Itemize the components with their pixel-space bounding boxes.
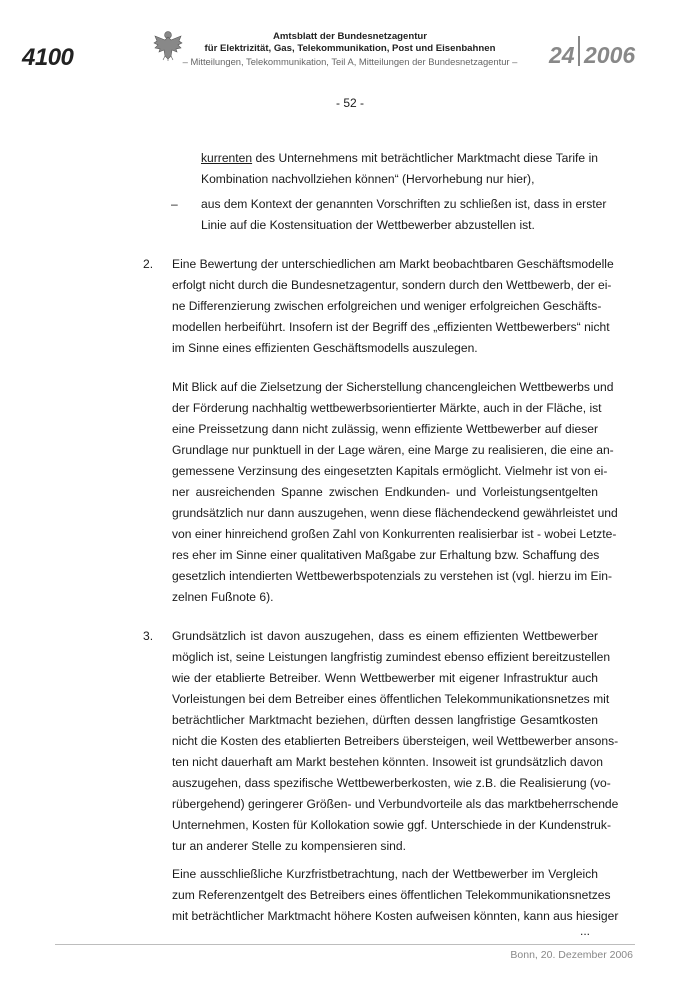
body-line: tur an anderer Stelle zu kompensieren sind. xyxy=(172,839,406,853)
underlined-word: kurrenten xyxy=(201,151,253,165)
body-line: erfolgt nicht durch die Bundesnetzagentur, sondern durch den Wettbewerb, der ei- xyxy=(172,278,612,292)
body-line: Mit Blick auf die Zielsetzung der Sicherstellung chancengleichen Wettbewerbs und xyxy=(172,380,614,394)
list-number: 2. xyxy=(143,257,154,271)
body-line: Eine Bewertung der unterschiedlichen am Markt beobachtbaren Geschäftsmodelle xyxy=(172,257,614,271)
body-line: im Sinne eines effizienten Geschäftsmodells auszulegen. xyxy=(172,341,478,355)
journal-subtitle: – Mitteilungen, Telekommunikation, Teil A, Mitteilungen der Bundesnetzagentur – xyxy=(182,56,518,67)
footer-place-date: Bonn, 20. Dezember 2006 xyxy=(510,949,633,961)
body-line-rest: des Unternehmens mit beträchtlicher Marktmacht diese Tarife in xyxy=(252,151,598,165)
body-line: von einer hinreichend großen Zahl von Konkurrenten realisierbar ist - wobei Letzte- xyxy=(172,527,617,541)
body-line: Grundsätzlich ist davon auszugehen, dass es einem effizienten Wettbewerber xyxy=(172,629,598,643)
body-line: grundsätzlich nur dann auszugehen, wenn diese flächendeckend gewährleistet und xyxy=(172,506,618,520)
body-line: der Förderung nachhaltig wettbewerbsorientierter Märkte, auch in der Fläche, ist xyxy=(172,401,602,415)
body-line: Kombination nachvollziehen können“ (Hervorhebung nur hier), xyxy=(201,172,535,186)
body-line: ten nicht dauerhaft am Markt bestehen könnten. Insoweit ist grundsätzlich davon xyxy=(172,755,603,769)
body-line: wie der etablierte Betreiber. Wenn Wettbewerber mit eigener Infrastruktur auch xyxy=(172,671,598,685)
body-line: modellen herbeiführt. Insofern ist der Begriff des „effizienten Wettbewerbers“ nicht xyxy=(172,320,610,334)
body-line: aus dem Kontext der genannten Vorschriften zu schließen ist, dass in erster xyxy=(201,197,607,211)
body-line: Grundlage nur punktuell in der Lage wären, eine Marge zu realisieren, die eine an- xyxy=(172,443,614,457)
continuation-mark: ... xyxy=(580,924,591,938)
journal-title-line2: für Elektrizität, Gas, Telekommunikation, Post und Eisenbahnen xyxy=(204,43,496,54)
body-line: eine Preissetzung dann nicht zulässig, wenn effiziente Wettbewerber auf dieser xyxy=(172,422,598,436)
body-line: möglich ist, seine Leistungen langfristig zumindest ebenso effizient bereitzustellen xyxy=(172,650,611,664)
body-line: res eher im Sinne einer qualitativen Maßgabe zur Erhaltung bzw. Schaffung des xyxy=(172,548,600,562)
body-line: ne Differenzierung zwischen erfolgreichen und weniger erfolgreichen Geschäfts- xyxy=(172,299,602,313)
body-line: zum Referenzentgelt des Betreibers eines öffentlichen Telekommunikationsnetzes xyxy=(172,888,611,902)
body-line: Linie auf die Kostensituation der Wettbewerber abzustellen ist. xyxy=(201,218,535,232)
body-line xyxy=(201,150,598,167)
center-page-number: - 52 - xyxy=(335,96,364,110)
body-line: Unternehmen, Kosten für Kollokation sowie ggf. Unterschiede in der Kundenstruk- xyxy=(172,818,611,832)
journal-title xyxy=(190,31,510,55)
journal-title-line1: Amtsblatt der Bundesnetzagentur xyxy=(272,31,428,42)
page-number: 4100 xyxy=(22,44,74,71)
body-line: nicht die Kosten des etablierten Betreibers übersteigen, weil Wettbewerber ansons- xyxy=(172,734,619,748)
body-line: gesetzlich intendierten Wettbewerbspotenzials zu verstehen ist (vgl. hierzu im Ein- xyxy=(172,569,613,583)
body-line: rübergehend) geringerer Größen- und Verbundvorteile als das marktbeherrschende xyxy=(172,797,619,811)
body-line: gemessene Verzinsung des eingesetzten Kapitals ermöglicht. Vielmehr ist von ei- xyxy=(172,464,608,478)
issue-year: 2006 xyxy=(584,42,636,68)
body-line: zelnen Fußnote 6). xyxy=(172,590,274,604)
issue-divider xyxy=(578,36,580,66)
body-line: auszugehen, dass spezifische Wettbewerberkosten, wie z.B. die Realisierung (vo- xyxy=(172,776,611,790)
issue-number: 24 xyxy=(549,42,575,68)
list-number: 3. xyxy=(143,629,154,643)
body-line: mit beträchtlicher Marktmacht höhere Kosten aufweisen könnten, kann aus hiesiger xyxy=(172,909,619,923)
body-line: beträchtlicher Marktmacht beziehen, dürften dessen langfristige Gesamtkosten xyxy=(172,713,598,727)
dash-marker: – xyxy=(171,197,178,211)
body-line: ner ausreichenden Spanne zwischen Endkunden- und Vorleistungsentgelten xyxy=(172,485,598,499)
body-line: Eine ausschließliche Kurzfristbetrachtung, nach der Wettbewerber im Vergleich xyxy=(172,867,598,881)
footer-rule xyxy=(55,944,635,945)
body-line: Vorleistungen bei dem Betreiber eines öffentlichen Telekommunikationsnetzes mit xyxy=(172,692,610,706)
